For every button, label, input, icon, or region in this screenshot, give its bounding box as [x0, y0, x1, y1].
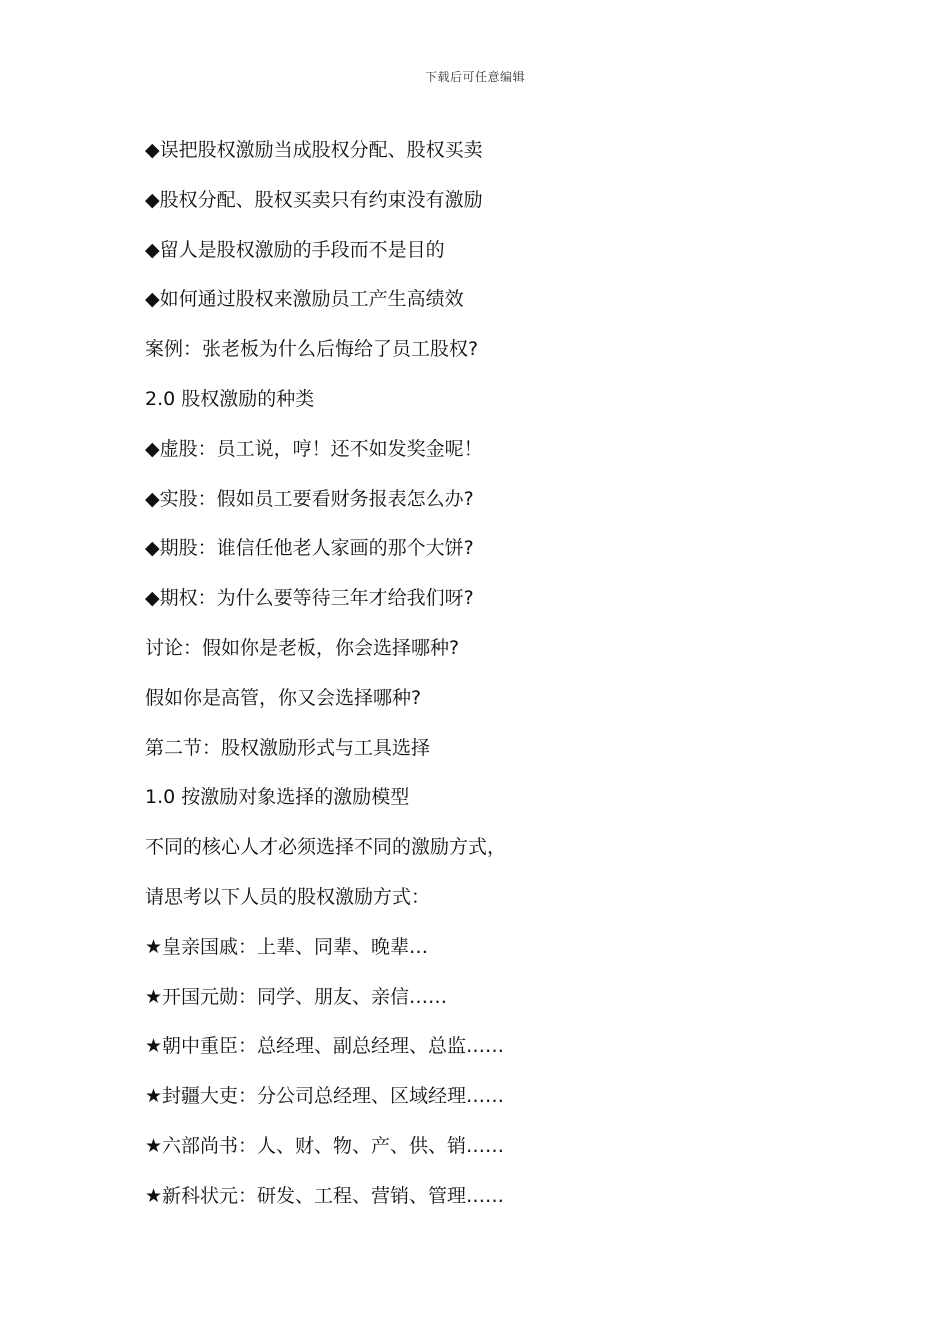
- text-line: ◆期股：谁信任他老人家画的那个大饼?: [145, 537, 474, 560]
- text-line: ◆如何通过股权来激励员工产生高绩效: [145, 288, 464, 311]
- text-line: 案例：张老板为什么后悔给了员工股权?: [145, 338, 479, 361]
- text-line: ★六部尚书：人、财、物、产、供、销……: [145, 1134, 505, 1157]
- text-line: 假如你是高管，你又会选择哪种?: [145, 686, 422, 709]
- text-line: ★朝中重臣：总经理、副总经理、总监……: [145, 1035, 505, 1058]
- section-heading: 2.0 股权激励的种类: [145, 387, 315, 410]
- document-body: [145, 137, 845, 1233]
- text-line: ◆期权：为什么要等待三年才给我们呀?: [145, 587, 474, 610]
- section-heading: 第二节：股权激励形式与工具选择: [145, 736, 431, 759]
- text-line: 请思考以下人员的股权激励方式：: [145, 885, 431, 908]
- text-line: ◆留人是股权激励的手段而不是目的: [145, 238, 445, 261]
- text-line: 不同的核心人才必须选择不同的激励方式，: [145, 836, 507, 859]
- text-line: ◆误把股权激励当成股权分配、股权买卖: [145, 139, 483, 161]
- text-line: 讨论：假如你是老板，你会选择哪种?: [145, 636, 460, 659]
- page-header: 下载后可任意编辑: [424, 70, 525, 84]
- text-line: ★皇亲国戚：上辈、同辈、晚辈…: [145, 935, 429, 958]
- text-line: ★封疆大吏：分公司总经理、区域经理……: [145, 1085, 505, 1108]
- text-line: ★新科状元：研发、工程、营销、管理……: [145, 1184, 505, 1207]
- section-heading: 1.0 按激励对象选择的激励模型: [145, 786, 410, 809]
- text-line: ★开国元勋：同学、朋友、亲信……: [145, 985, 448, 1008]
- text-line: ◆虚股：员工说，哼！还不如发奖金呢！: [145, 437, 483, 460]
- text-line: ◆实股：假如员工要看财务报表怎么办?: [145, 487, 474, 510]
- text-line: ◆股权分配、股权买卖只有约束没有激励: [145, 188, 483, 211]
